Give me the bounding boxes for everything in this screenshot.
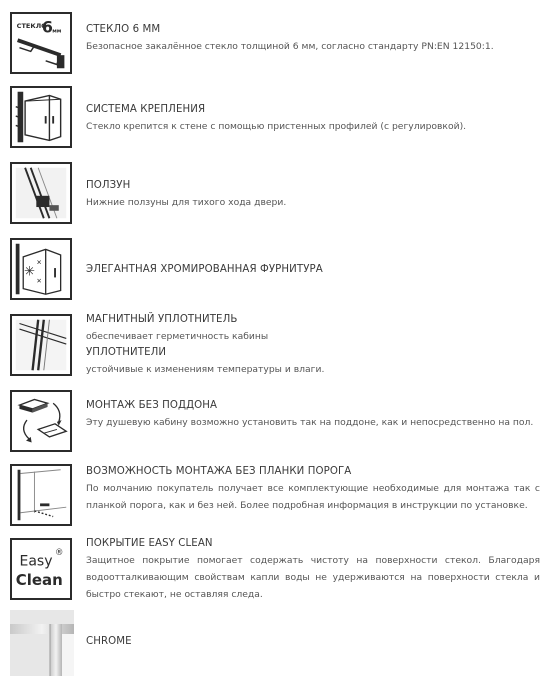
magnetic-seal-icon [10,314,72,376]
svg-text:®: ® [55,546,64,557]
feature-title: ВОЗМОЖНОСТЬ МОНТАЖА БЕЗ ПЛАНКИ ПОРОГА [86,466,352,477]
feature-title: СТЕКЛО 6 ММ [86,24,161,35]
feature-desc: Эту душевую кабину возможно установить так на поддоне, как и непосредственно на пол. [86,417,534,428]
feature-desc-2: устойчивые к изменениям температуры и влаги. [86,364,325,375]
feature-desc: Нижние ползуны для тихого хода двери. [86,197,287,208]
feature-title: ЭЛЕГАНТНАЯ ХРОМИРОВАННАЯ ФУРНИТУРА [86,264,323,275]
chrome-fittings-icon [10,238,72,300]
feature-desc: Стекло крепится к стене с помощью пристенных профилей (с регулировкой). [86,121,467,132]
icon-text: СТЕКЛО [16,22,47,31]
feature-desc: Безопасное закалённое стекло толщиной 6 мм, согласно стандарту PN:EN 12150:1. [86,41,494,52]
glass-thickness-icon [10,12,72,74]
no-threshold-icon [10,464,72,526]
feature-title: МАГНИТНЫЙ УПЛОТНИТЕЛЬ [86,314,238,325]
chrome-swatch [10,610,74,676]
feature-title: МОНТАЖ БЕЗ ПОДДОНА [86,400,218,411]
svg-text:✕: ✕ [36,258,42,267]
mounting-system-icon [10,86,72,148]
feature-title-2: УПЛОТНИТЕЛИ [86,347,167,358]
slider-icon [10,162,72,224]
no-tray-install-icon [10,390,72,452]
feature-desc: обеспечивает герметичность кабины [86,331,269,342]
svg-text:Clean: Clean [15,570,63,589]
feature-desc: По молчанию покупатель получает все комплектующие необходимые для монтажа так с планкой порога, как и без ней. Более подробная информация в инструкции по установке. [86,483,540,511]
feature-title: CHROME [86,636,132,647]
svg-text:✕: ✕ [36,277,42,286]
feature-title: СИСТЕМА КРЕПЛЕНИЯ [86,104,206,115]
svg-text:6: 6 [41,17,53,37]
svg-text:мм: мм [52,28,62,35]
svg-text:✳: ✳ [24,264,36,280]
feature-desc: Защитное покрытие помогает содержать чистоту на поверхности стекол. Благодаря водоотталкивающим свойствам капли воды не удерживаются на поверхности стекла и быстро стекают, не оставляя следа. [86,555,540,600]
feature-title: ПОКРЫТИЕ EASY CLEAN [86,538,213,549]
feature-title: ПОЛЗУН [86,180,131,191]
svg-text:Easy: Easy [19,553,53,570]
easy-clean-icon [10,538,72,600]
